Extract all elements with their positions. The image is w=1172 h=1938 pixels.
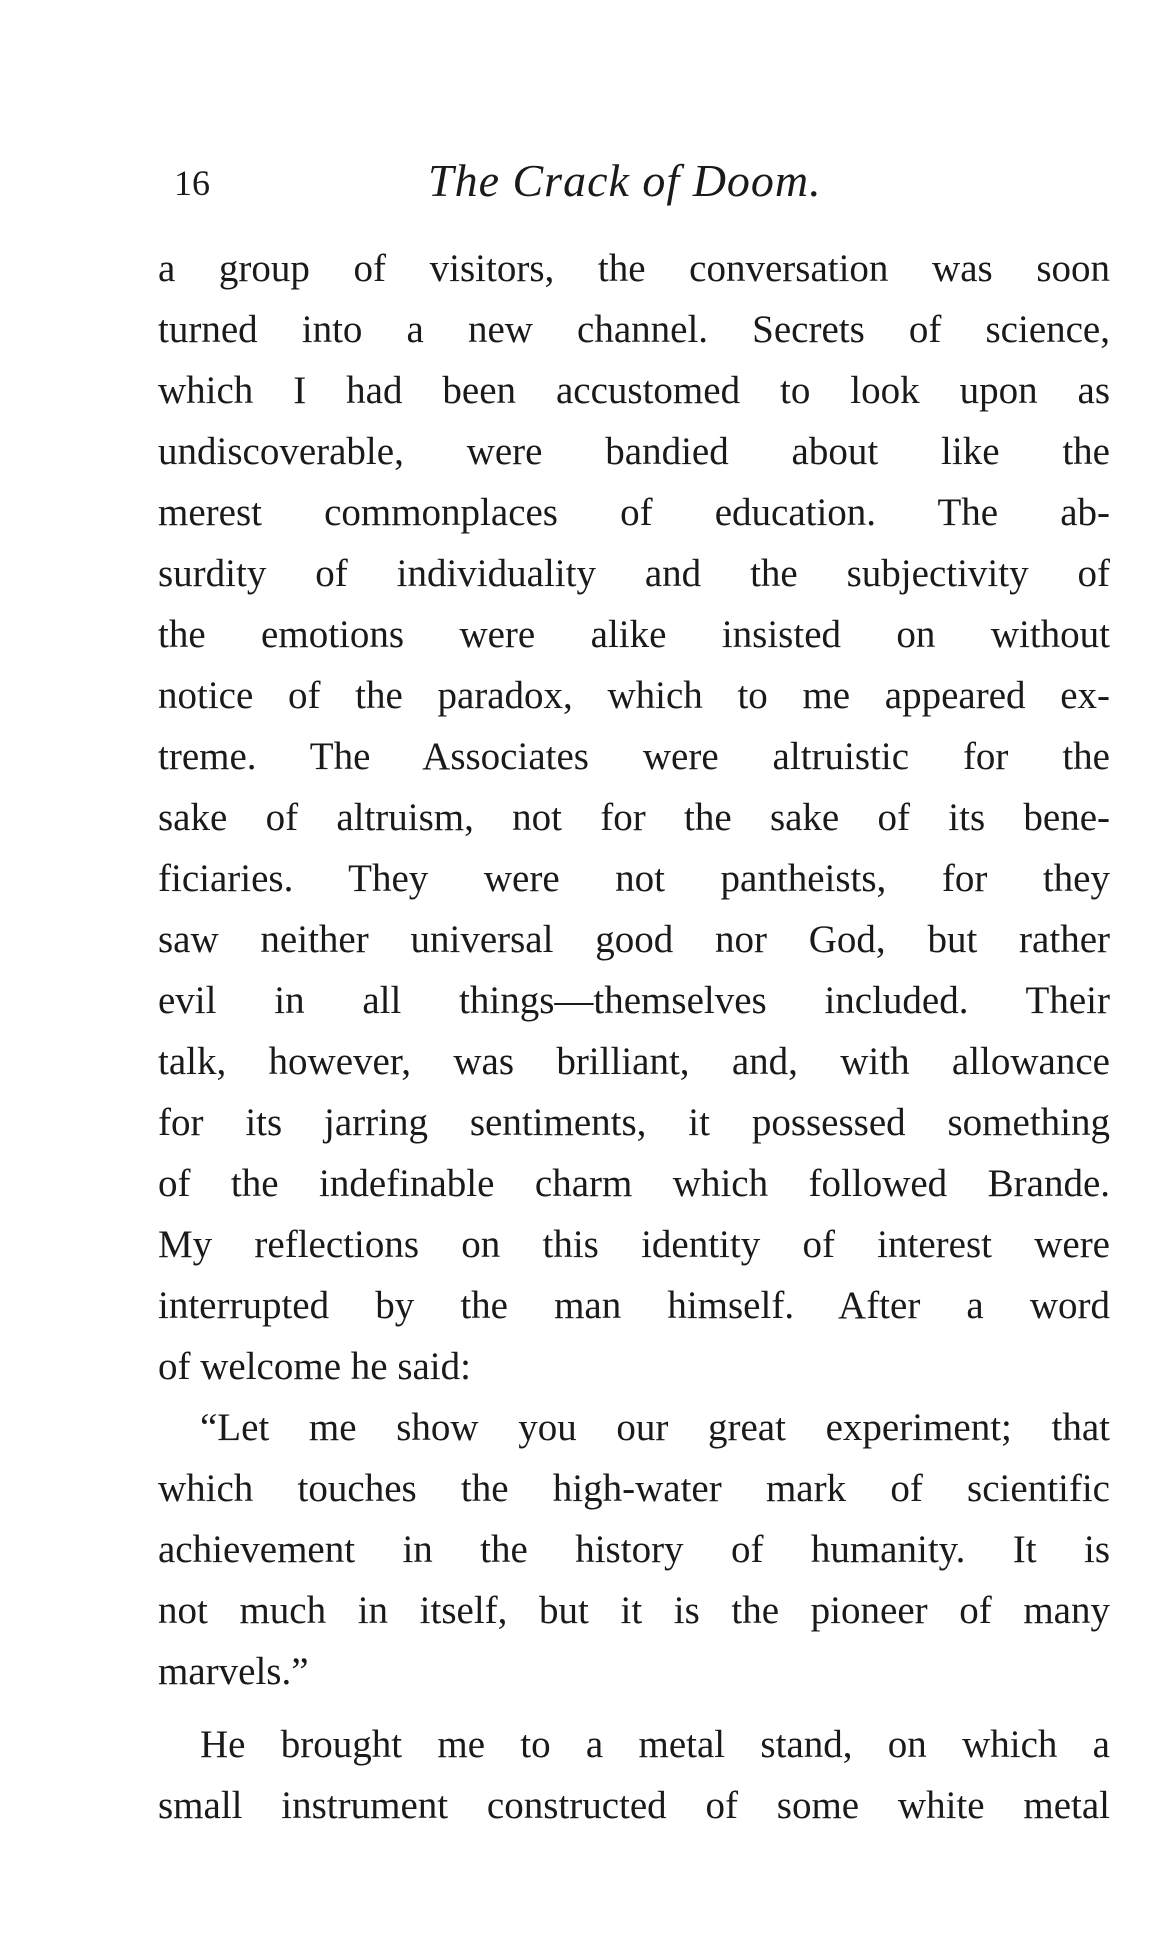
running-head <box>158 150 998 210</box>
text-line: for its jarring sentiments, it possessed something <box>158 1101 1110 1144</box>
text-line: saw neither universal good nor God, but rather <box>158 918 1110 961</box>
paragraph-3 <box>158 1714 1110 1836</box>
text-line: interrupted by the man himself. After a word <box>158 1284 1110 1327</box>
text-line: ficiaries. They were not pantheists, for they <box>158 857 1110 900</box>
text-line: not much in itself, but it is the pioneer of many <box>158 1589 1110 1632</box>
text-line: notice of the paradox, which to me appeared ex- <box>158 674 1110 717</box>
text-line: of welcome he said: <box>158 1345 471 1388</box>
text-line: surdity of individuality and the subjectivity of <box>158 552 1110 595</box>
text-line: the emotions were alike insisted on without <box>158 613 1110 656</box>
text-line: sake of altruism, not for the sake of its bene- <box>158 796 1110 839</box>
text-line: He brought me to a metal stand, on which a <box>200 1723 1110 1766</box>
paragraph-1 <box>158 238 1110 1397</box>
text-line: which I had been accustomed to look upon as <box>158 369 1110 412</box>
text-line: “Let me show you our great experiment; that <box>200 1406 1110 1449</box>
text-line: treme. The Associates were altruistic for the <box>158 735 1110 778</box>
text-line: talk, however, was brilliant, and, with allowance <box>158 1040 1110 1083</box>
page-number: 16 <box>174 163 210 203</box>
running-title: The Crack of Doom. <box>428 155 822 206</box>
text-line: evil in all things—themselves included. Their <box>158 979 1110 1022</box>
text-line: small instrument constructed of some white metal <box>158 1784 1110 1827</box>
text-line: achievement in the history of humanity. It is <box>158 1528 1110 1571</box>
text-line: of the indefinable charm which followed Brande. <box>158 1162 1110 1205</box>
text-line: turned into a new channel. Secrets of science, <box>158 308 1110 351</box>
paragraph-2 <box>158 1397 1110 1702</box>
text-line: a group of visitors, the conversation was soon <box>158 247 1110 290</box>
text-line: which touches the high-water mark of scientific <box>158 1467 1110 1510</box>
text-line: merest commonplaces of education. The ab- <box>158 491 1110 534</box>
text-line: marvels.” <box>158 1650 309 1693</box>
text-line: undiscoverable, were bandied about like the <box>158 430 1110 473</box>
body-text <box>158 238 1110 1836</box>
text-line: My reflections on this identity of interest were <box>158 1223 1110 1266</box>
paragraph-gap <box>158 1702 1110 1714</box>
